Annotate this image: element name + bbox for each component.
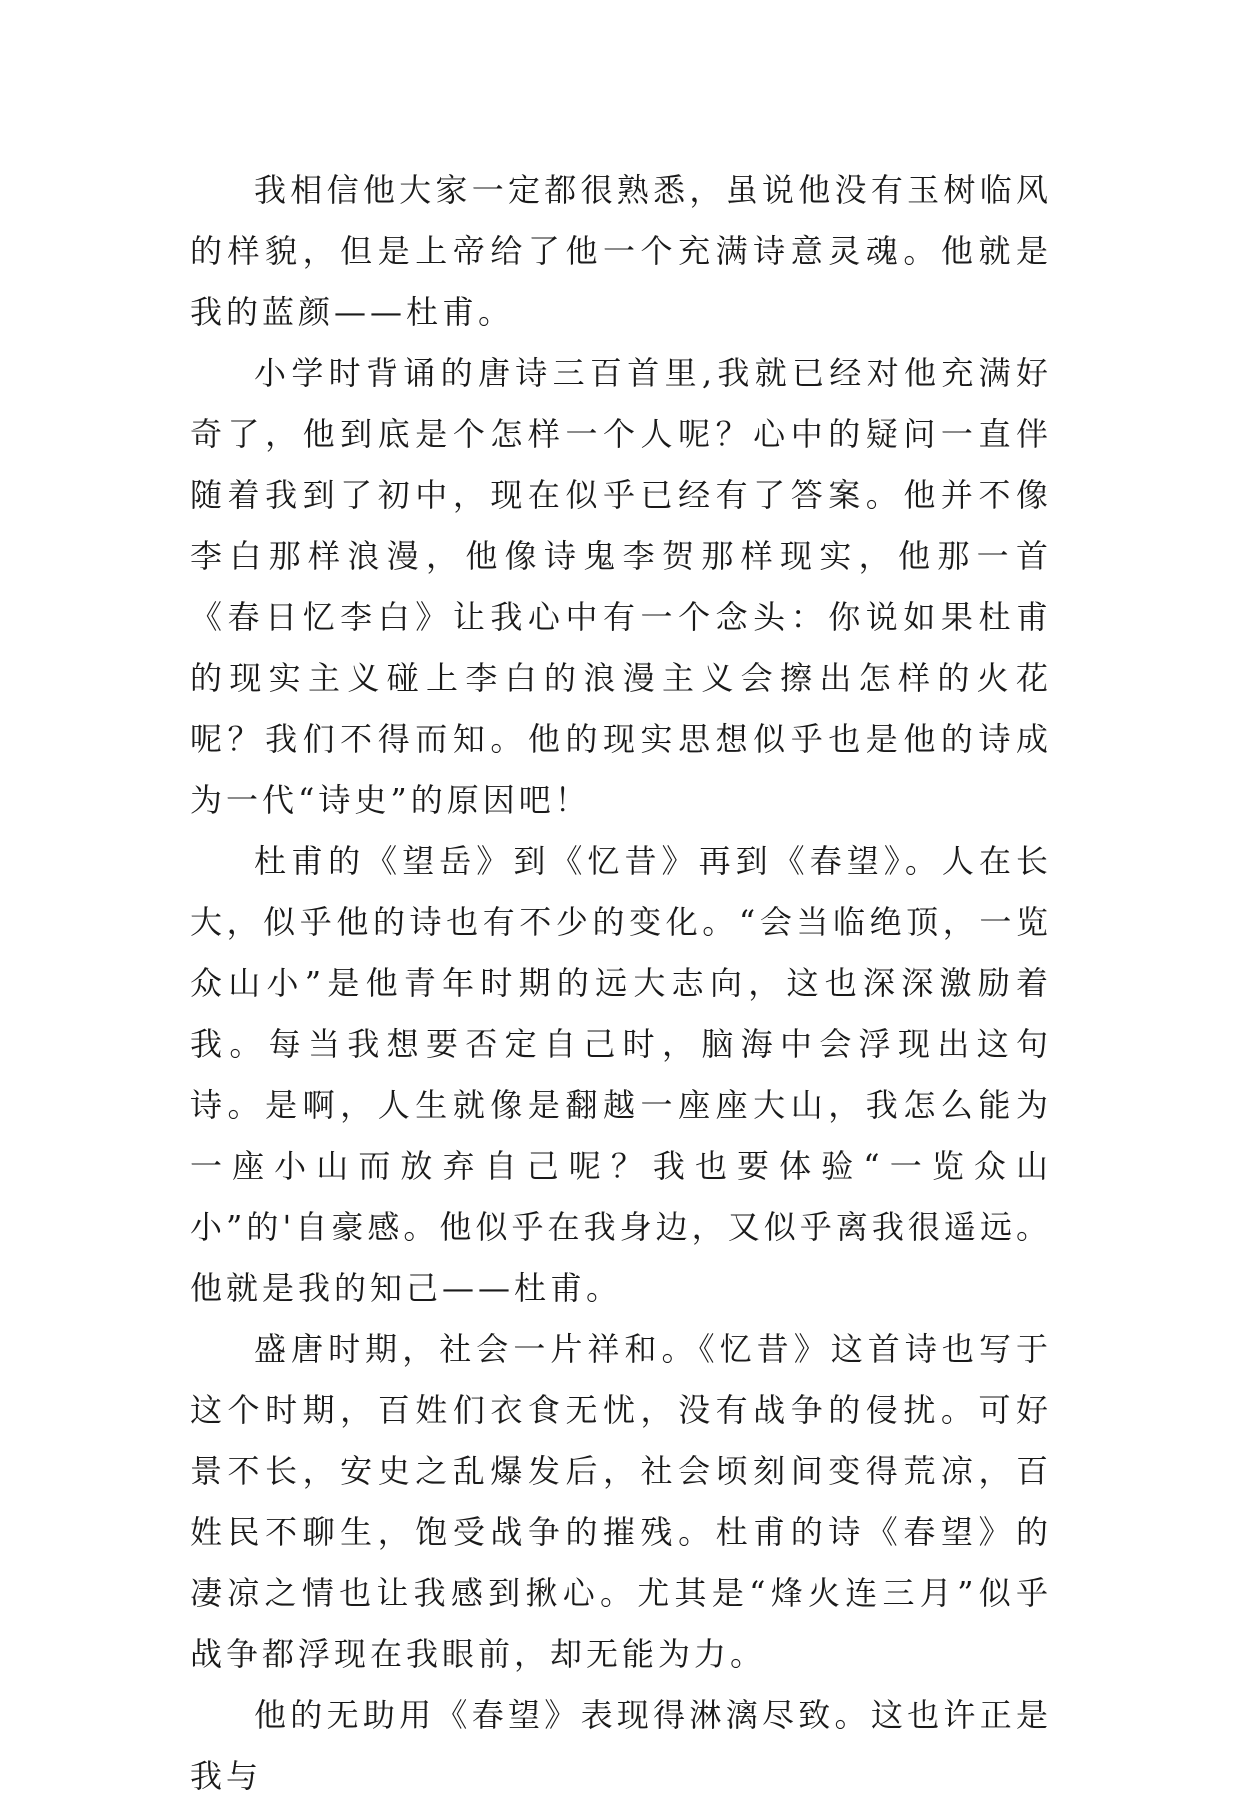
paragraph-2: 小学时背诵的唐诗三百首里,我就已经对他充满好奇了，他到底是个怎样一个人呢？心中的疑问一直伴随着我到了初中，现在似乎已经有了答案。他并不像李白那样浪漫，他像诗鬼李贺那样现实，他那一首《春日忆李白》让我心中有一个念头：你说如果杜甫的现实主义碰上李白的浪漫主义会擦出怎样的火花呢？我们不得而知。他的现实思想似乎也是他的诗成为一代“诗史”的原因吧！ [190,354,1052,819]
paragraph-1: 我相信他大家一定都很熟悉，虽说他没有玉树临风的样貌，但是上帝给了他一个充满诗意灵魂。他就是我的蓝颜——杜甫。 [190,171,1052,331]
paragraph-4: 盛唐时期，社会一片祥和。《忆昔》这首诗也写于这个时期，百姓们衣食无忧，没有战争的侵扰。可好景不长，安史之乱爆发后，社会顷刻间变得荒凉，百姓民不聊生，饱受战争的摧残。杜甫的诗《春望》的凄凉之情也让我感到揪心。尤其是“烽火连三月”似乎战争都浮现在我眼前，却无能为力。 [190,1330,1052,1673]
paragraph-5: 他的无助用《春望》表现得淋漓尽致。这也许正是我与 [190,1696,1052,1795]
document-body [190,160,1052,1807]
paragraph-3: 杜甫的《望岳》到《忆昔》再到《春望》。人在长大，似乎他的诗也有不少的变化。“会当临绝顶，一览众山小”是他青年时期的远大志向，这也深深激励着我。每当我想要否定自己时，脑海中会浮现出这句诗。是啊，人生就像是翻越一座座大山，我怎么能为一座小山而放弃自己呢？我也要体验“一览众山小”的'自豪感。他似乎在我身边，又似乎离我很遥远。他就是我的知己——杜甫。 [190,842,1052,1307]
